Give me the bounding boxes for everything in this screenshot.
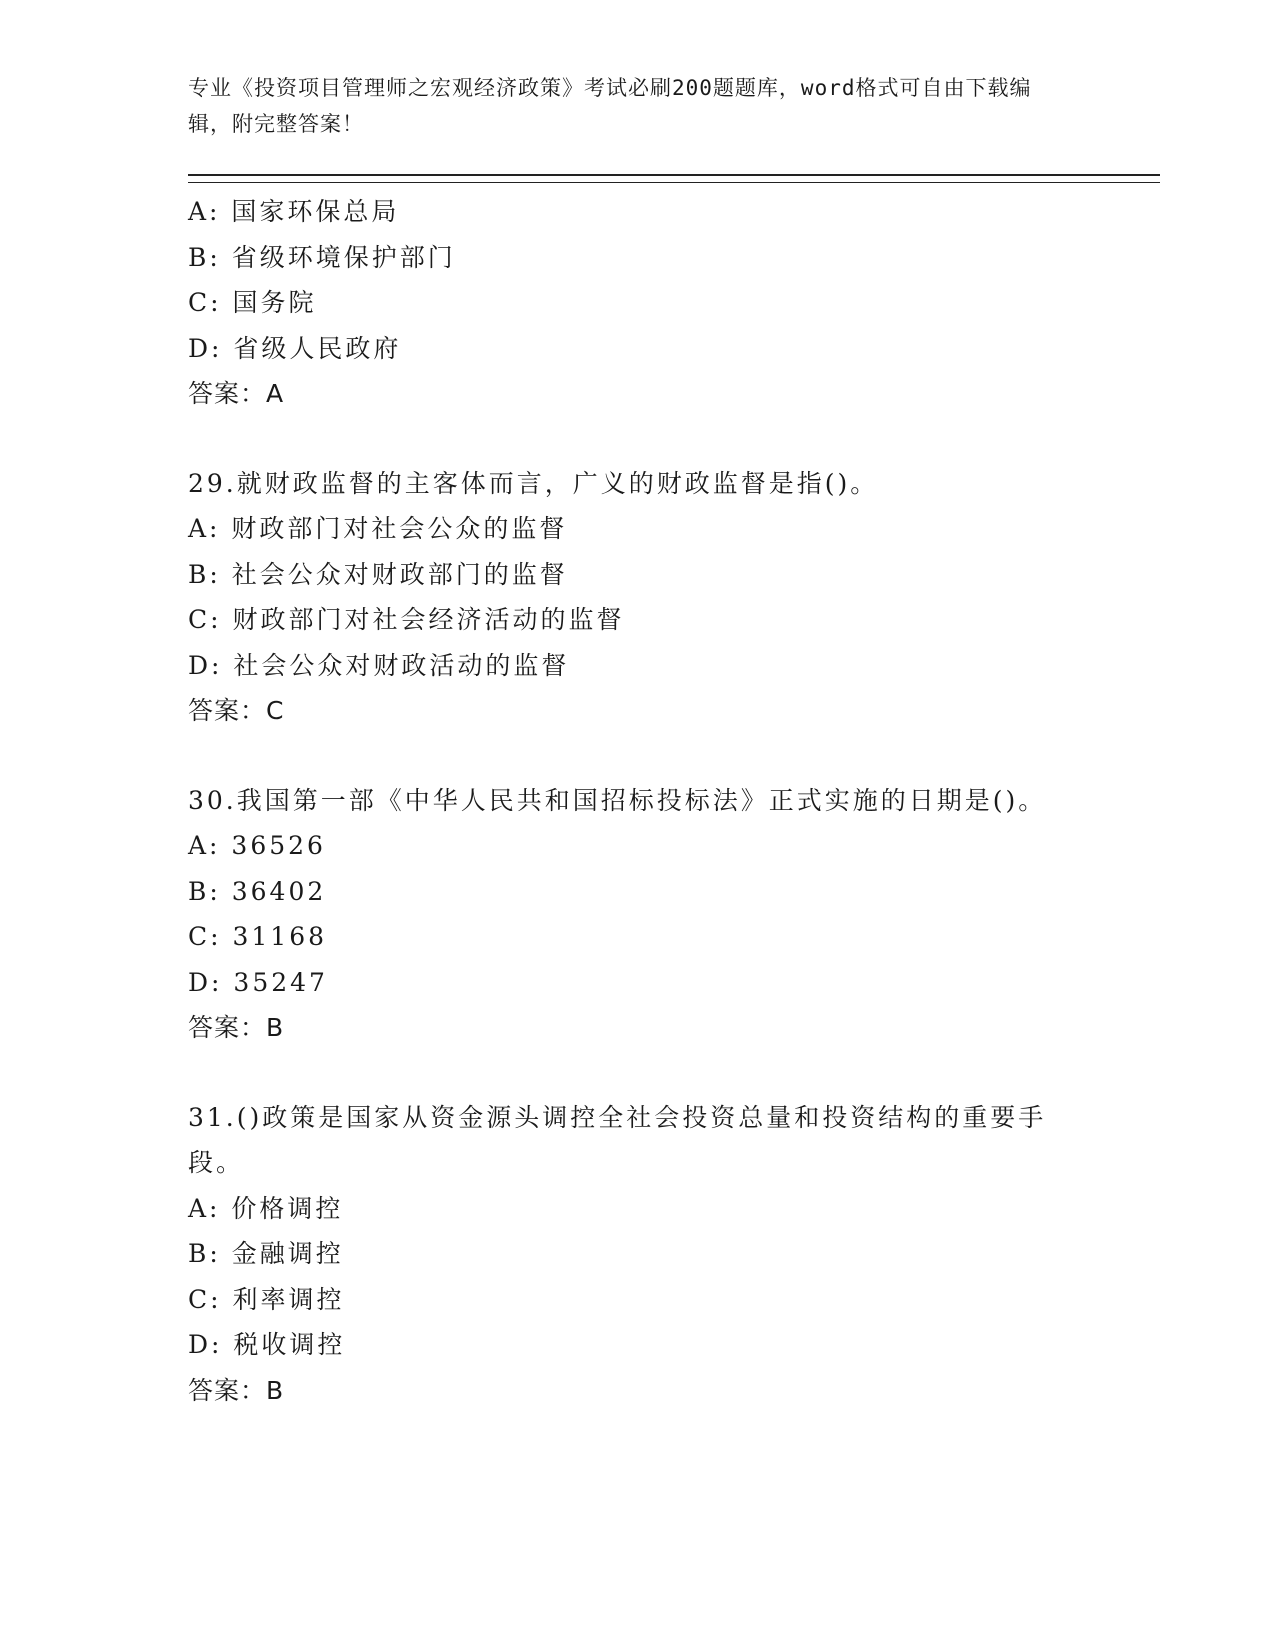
option-a: A: 价格调控 [188, 1193, 344, 1223]
option-b: B: 金融调控 [188, 1239, 344, 1268]
option-b: B: 36402 [188, 876, 327, 906]
question-28-tail [188, 189, 1148, 417]
option-a: A: 国家环保总局 [188, 197, 400, 226]
option-d: D: 社会公众对财政活动的监督 [188, 650, 570, 680]
document-header: 专业《投资项目管理师之宏观经济政策》考试必刷200题题库，word格式可自由下载编辑，附完整答案！ [188, 76, 1032, 136]
option-c: C: 国务院 [188, 288, 317, 317]
document-page [188, 70, 1148, 1413]
option-d: D: 省级人民政府 [188, 333, 402, 363]
option-d: D: 税收调控 [188, 1330, 346, 1359]
answer-line: 答案：B [188, 1375, 285, 1405]
question-stem: 30.我国第一部《中华人民共和国招标投标法》正式实施的日期是()。 [188, 785, 1047, 815]
answer-line: 答案：C [188, 696, 285, 725]
header-divider [188, 174, 1160, 183]
question-30 [188, 778, 1148, 1051]
question-29 [188, 461, 1148, 734]
option-b: B: 省级环境保护部门 [188, 242, 456, 272]
answer-line: 答案：A [188, 379, 285, 408]
option-a: A: 财政部门对社会公众的监督 [188, 514, 568, 543]
option-c: C: 31168 [188, 922, 328, 951]
spacer [188, 417, 1148, 461]
question-31 [188, 1095, 1148, 1414]
question-stem: 31.()政策是国家从资金源头调控全社会投资总量和投资结构的重要手段。 [188, 1102, 1047, 1177]
spacer [188, 734, 1148, 778]
option-d: D: 35247 [188, 967, 328, 997]
option-a: A: 36526 [188, 831, 326, 860]
spacer [188, 1051, 1148, 1095]
option-c: C: 利率调控 [188, 1284, 345, 1314]
option-b: B: 社会公众对财政部门的监督 [188, 559, 568, 589]
answer-line: 答案：B [188, 1013, 285, 1042]
option-c: C: 财政部门对社会经济活动的监督 [188, 605, 625, 634]
question-stem: 29.就财政监督的主客体而言，广义的财政监督是指()。 [188, 468, 879, 498]
